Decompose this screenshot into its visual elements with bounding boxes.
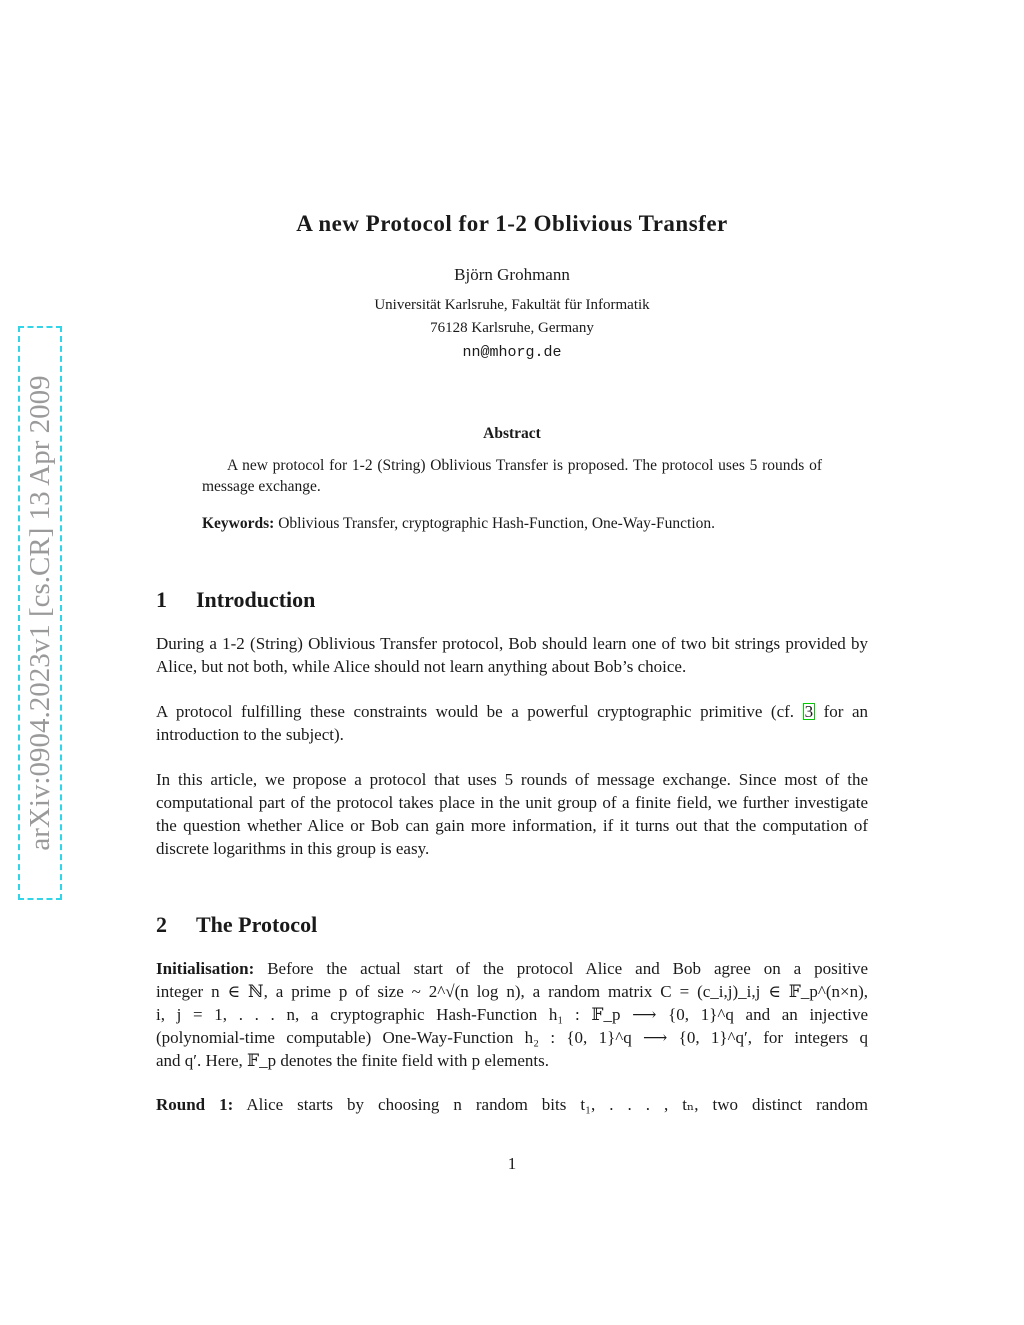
initialisation-line-3: i, j = 1, . . . n, a cryptographic Hash-Function h₁ : 𝔽_p ⟶ {0, 1}^q and an injective <box>156 1005 868 1024</box>
author-name: Björn Grohmann <box>454 265 570 284</box>
affiliation-line1: Universität Karlsruhe, Fakultät für Informatik <box>374 297 650 313</box>
intro-paragraph-1: During a 1-2 (String) Oblivious Transfer protocol, Bob should learn one of two bit strings provided by Alice, but not both, while Alice should not learn anything about Bob’s choice. <box>156 634 868 676</box>
page-number: 1 <box>507 1154 517 1173</box>
arxiv-stamp: arXiv:0904.2023v1 [cs.CR] 13 Apr 2009 <box>24 375 56 851</box>
round1-label: Round 1: <box>156 1095 234 1114</box>
round1-paragraph <box>156 1093 868 1116</box>
keywords-label: Keywords: <box>202 515 275 532</box>
initialisation-line-1: Initialisation: Before the actual start of the protocol Alice and Bob agree on a positive <box>156 959 869 978</box>
intro-paragraph-3: In this article, we propose a protocol that uses 5 rounds of message exchange. Since most of the computational part of the protocol takes place in the unit group of a finite field, we further investigate the question whether Alice or Bob can gain more information, if it turns out that the computation of discrete logarithms in this group is easy. <box>156 770 868 858</box>
intro-paragraph-2 <box>156 700 868 746</box>
keywords-text: Oblivious Transfer, cryptographic Hash-Function, One-Way-Function. <box>278 515 716 532</box>
section-number: 1 <box>156 587 167 612</box>
section-heading-introduction <box>156 587 315 613</box>
affiliation-line2: 76128 Karlsruhe, Germany <box>430 320 594 336</box>
citation-link[interactable]: 3 <box>804 702 814 721</box>
initialisation-line-2: integer n ∈ ℕ, a prime p of size ~ 2^√(n log n), a random matrix C = (c_i,j)_i,j ∈ 𝔽_p^(n×n), <box>156 982 868 1001</box>
section-heading-protocol <box>156 912 317 938</box>
initialisation-line-4: (polynomial-time computable) One-Way-Function h₂ : {0, 1}^q ⟶ {0, 1}^q′, for integers q <box>156 1028 868 1047</box>
abstract-body: A new protocol for 1-2 (String) Oblivious Transfer is proposed. The protocol uses 5 rounds of message exchange. <box>202 457 822 495</box>
section-title: Introduction <box>196 587 316 612</box>
section-number: 2 <box>156 912 167 937</box>
intro-paragraph-2-text: A protocol fulfilling these constraints would be a powerful cryptographic primitive (cf. <box>156 702 795 721</box>
initialisation-line-5: and q′. Here, 𝔽_p denotes the finite field with p elements. <box>156 1051 549 1070</box>
round1-line: Round 1: Alice starts by choosing n random bits t₁, . . . , tₙ, two distinct random <box>156 1095 868 1114</box>
abstract-heading: Abstract <box>483 425 541 442</box>
initialisation-paragraph <box>156 957 868 1072</box>
author-email[interactable]: nn@mhorg.de <box>462 344 562 361</box>
keywords-line <box>202 515 832 533</box>
paper-title: A new Protocol for 1-2 Oblivious Transfer <box>296 211 728 236</box>
intro-paragraph-2-text-end: for an introduction to the subject). <box>156 702 869 744</box>
section-title: The Protocol <box>196 912 318 937</box>
initialisation-label: Initialisation: <box>156 959 255 978</box>
